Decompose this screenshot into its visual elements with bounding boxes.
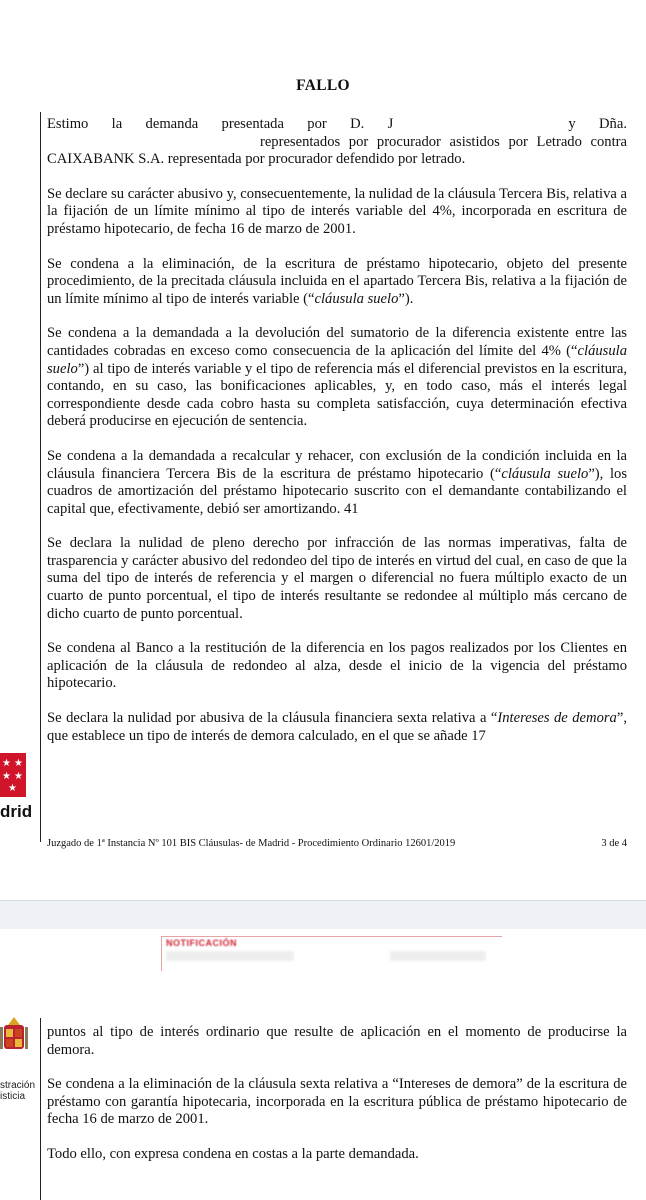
paragraph-text: Estimo la demanda presentada por D. J: [47, 116, 394, 132]
italic-term: cláusula suelo: [314, 290, 399, 307]
star-icon: ★: [2, 771, 11, 782]
paragraph-redondeo: Se declara la nulidad de pleno derecho por infracción de las normas imperativas, falta de trasparencia y carácter abusivo del redondeo del tipo de interés en virtud del cual, en caso de que la suma del tipo de interés de referencia y el margen o diferencial no fuera múltiplo exacto de un cuarto de punto porcentual, el tipo de interés resultante se redondee al múltiplo más cercano de dicho cuarto de punto porcentual.: [47, 535, 627, 622]
stamp-faint-text: [166, 951, 486, 961]
paragraph-restitucion: Se condena al Banco a la restitución de la diferencia en los pagos realizados por los Clientes en aplicación de la cláusula de redondeo al alza, desde el inicio de la vigencia del préstamo hipotecario.: [47, 640, 627, 692]
comunidad-madrid-logo: [0, 753, 26, 797]
page-separator: [0, 900, 646, 929]
paragraph-demora-cont: puntos al tipo de interés ordinario que resulte de aplicación en el momento de producirse la demora.: [47, 1024, 627, 1058]
italic-term: cláusula suelo: [501, 465, 589, 482]
margin-line: [40, 112, 41, 842]
page-footer: [47, 838, 627, 849]
footer-page-number: 3 de 4: [601, 838, 627, 849]
paragraph-nulidad: Se declare su carácter abusivo y, consecuentemente, la nulidad de la cláusula Tercera Bis, relativa a la fijación de un límite mínimo al tipo de interés variable del 4%, incorporada en escritura de préstamo hipotecario, de fecha 16 de marzo de 2001.: [47, 185, 627, 237]
document-body-page-2: [47, 1024, 627, 1181]
italic-term: cláusula suelo: [47, 342, 627, 377]
paragraph-text: Se condena a la eliminación, de la escritura de préstamo hipotecario, objeto del presente procedimiento, de la precitada cláusula incluida en el apartado Tercera Bis, relativa a la fijación de un límite mínimo al tipo de interés variable (“: [47, 255, 627, 307]
page-title: FALLO: [296, 77, 350, 94]
paragraph-text: representados por procurador asistidos por Letrado contra CAIXABANK S.A. representada por procurador defendido por letrado.: [47, 133, 627, 168]
logo-text: drid: [0, 802, 33, 821]
paragraph-text: ”), los cuadros de amortización del préstamo hipotecario suscrito con el demandante contabilizando el capital que, efectivamente, debió ser amortizando. 41: [47, 465, 627, 517]
paragraph-demora: [47, 710, 627, 745]
ministry-text-line: stración: [0, 1080, 36, 1091]
paragraph-recalcular: [47, 448, 627, 518]
notification-stamp: [161, 936, 502, 971]
ministry-text-line: isticia: [0, 1091, 26, 1102]
paragraph-text: y Dña.: [568, 116, 627, 132]
paragraph-eliminacion: [47, 256, 627, 309]
star-icon: ★: [14, 771, 23, 782]
paragraph-text: ”, que establece un tipo de interés de demora calculado, en el que se añade 17: [47, 710, 627, 744]
star-icon: ★: [8, 783, 17, 794]
redacted-name: [47, 134, 251, 152]
paragraph-text: ”) al tipo de interés variable y el tipo de referencia más el diferencial previstos en la escritura, contando, en su caso, las bonificaciones aplicables, y, en todo caso, más el interés legal correspondiente desde cada cobro hasta su completa satisfacción, cuya determinación efectiva deberá producirse en ejecución de sentencia.: [47, 360, 627, 430]
paragraph-text: Se condena a la demandada a la devolución del sumatorio de la diferencia existente entre las cantidades cobradas en exceso como consecuencia de la aplicación del límite del 4% (“: [47, 325, 627, 359]
footer-court-info: Juzgado de 1ª Instancia Nº 101 BIS Cláusulas- de Madrid - Procedimiento Ordinario 12601/2019: [47, 838, 456, 849]
stamp-text: NOTIFICACIÓN: [166, 938, 237, 948]
paragraph-eliminacion-sexta: Se condena a la eliminación de la cláusula sexta relativa a “Intereses de demora” de la escritura de préstamo con garantía hipotecaria, incorporada en la escritura pública de préstamo hipotecario de fecha 16 de marzo de 2001.: [47, 1076, 627, 1128]
paragraph-demanda: [47, 116, 627, 169]
paragraph-devolucion: [47, 325, 627, 431]
margin-line: [40, 1018, 41, 1200]
star-icon: ★: [14, 758, 23, 769]
ministry-logo-text: [0, 1080, 35, 1102]
coat-of-arms-icon: [0, 1015, 28, 1057]
paragraph-text: ”).: [398, 290, 414, 307]
document-body: [47, 116, 627, 762]
paragraph-text: Se declara la nulidad por abusiva de la cláusula financiera sexta relativa a “: [47, 710, 498, 727]
paragraph-text: Se condena a la demandada a recalcular y rehacer, con exclusión de la condición incluida en la cláusula financiera Tercera Bis de la escritura de préstamo hipotecario (“: [47, 447, 627, 482]
star-icon: ★: [2, 758, 11, 769]
italic-term: Intereses de demora: [497, 710, 617, 727]
redacted-name: [393, 116, 568, 134]
paragraph-costas: Todo ello, con expresa condena en costas a la parte demandada.: [47, 1145, 419, 1162]
